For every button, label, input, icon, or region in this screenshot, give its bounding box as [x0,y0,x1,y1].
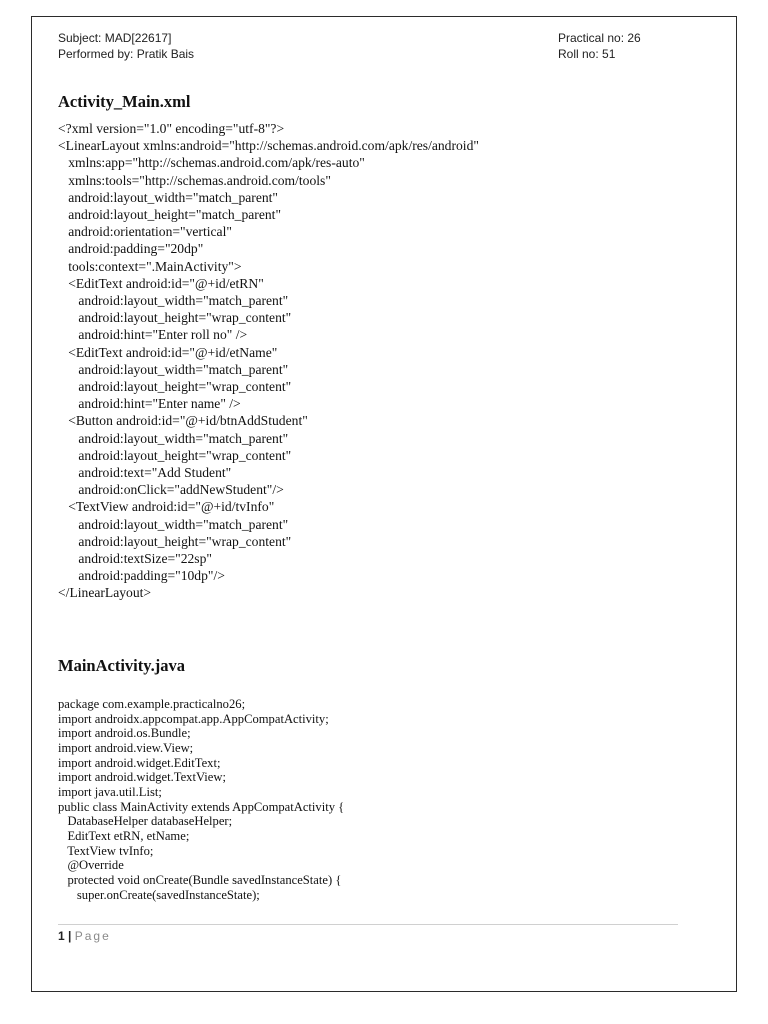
xml-code-block [58,120,479,602]
code-line: android:padding="10dp"/> [58,568,225,584]
performed-by-line: Performed by: Pratik Bais [58,47,195,61]
code-line: android:layout_width="match_parent" [58,293,289,309]
code-line: android:layout_width="match_parent" [58,430,289,446]
code-line: <EditText android:id="@+id/etRN" [58,275,264,291]
code-line: import androidx.appcompat.app.AppCompatActivity; [58,711,329,726]
code-line: android:layout_height="wrap_content" [58,379,292,395]
code-line: </LinearLayout> [58,585,152,601]
java-code-block [58,697,344,902]
code-line: xmlns:tools="http://schemas.android.com/tools" [58,172,331,188]
code-line: android:layout_height="wrap_content" [58,310,292,326]
code-line: EditText etRN, etName; [58,828,190,843]
code-line: TextView tvInfo; [58,843,154,858]
code-line: super.onCreate(savedInstanceState); [58,887,260,902]
code-line: android:layout_width="match_parent" [58,361,289,377]
code-line: tools:context=".MainActivity"> [58,258,242,274]
java-section-title: MainActivity.java [58,656,185,675]
code-line: DatabaseHelper databaseHelper; [58,814,233,829]
page-label: Page [74,929,111,943]
code-line: android:padding="20dp" [58,241,204,257]
code-line: android:layout_width="match_parent" [58,189,278,205]
code-line: android:text="Add Student" [58,465,232,481]
code-line: <EditText android:id="@+id/etName" [58,344,278,360]
code-line: <?xml version="1.0" encoding="utf-8"?> [58,121,285,136]
page-footer [58,929,111,943]
code-line: android:orientation="vertical" [58,224,232,240]
code-line: android:layout_width="match_parent" [58,516,289,532]
header-right [558,30,648,62]
xml-section-title: Activity_Main.xml [58,92,191,111]
code-line: import android.view.View; [58,740,194,755]
code-line: <Button android:id="@+id/btnAddStudent" [58,413,308,429]
footer-divider [58,924,678,925]
code-line: protected void onCreate(Bundle savedInstanceState) { [58,872,342,887]
page-header [58,30,648,62]
code-line: @Override [58,858,124,873]
code-line: android:textSize="22sp" [58,551,212,567]
code-line: android:layout_height="match_parent" [58,207,281,223]
code-line: android:hint="Enter name" /> [58,396,241,412]
code-line: package com.example.practicalno26; [58,697,246,711]
code-line: <LinearLayout xmlns:android="http://schemas.android.com/apk/res/android" [58,138,479,154]
code-line: android:layout_height="wrap_content" [58,447,292,463]
code-line: android:onClick="addNewStudent"/> [58,482,284,498]
footer-separator: | [64,929,75,943]
code-line: xmlns:app="http://schemas.android.com/apk/res-auto" [58,155,365,171]
code-line: import android.widget.TextView; [58,770,226,785]
code-line: android:hint="Enter roll no" /> [58,327,248,343]
code-line: import java.util.List; [58,784,162,799]
page-number: 1 [58,929,65,943]
code-line: android:layout_height="wrap_content" [58,533,292,549]
code-line: import android.os.Bundle; [58,726,191,741]
code-line: import android.widget.EditText; [58,755,221,770]
subject-line: Subject: MAD[22617] [58,31,172,45]
code-line: public class MainActivity extends AppCompatActivity { [58,799,345,814]
roll-number: Roll no: 51 [558,47,616,61]
practical-number: Practical no: 26 [558,31,641,45]
code-line: <TextView android:id="@+id/tvInfo" [58,499,275,515]
